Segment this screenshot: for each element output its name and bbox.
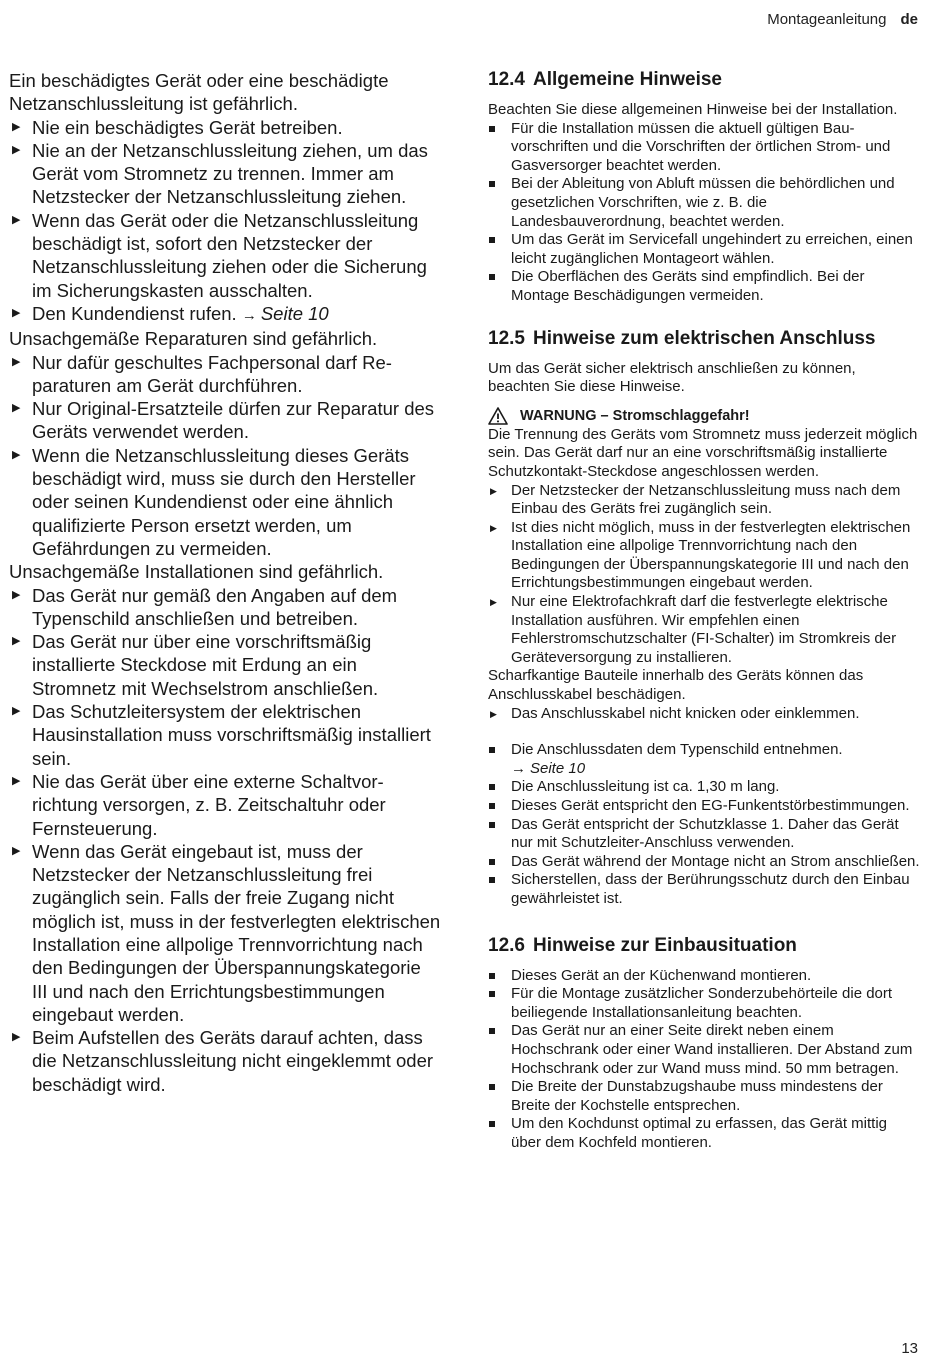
list-repairs	[9, 351, 441, 561]
arrow-bullet-icon: ▶	[12, 120, 21, 133]
paragraph-damaged-device: Ein beschädigtes Gerät oder eine beschädigte Netzanschlussleitung ist gefährlich.	[9, 70, 389, 115]
list-item: Um den Kochdunst optimal zu erfassen, das Gerät mittig über dem Kochfeld montieren.	[488, 1115, 920, 1152]
arrow-bullet-icon: ▶	[12, 705, 21, 718]
list-item: ▶ Nie das Gerät über eine externe Schaltvorrichtung versorgen, z. B. Zeitschaltuhr oder Fernsteuerung.	[12, 770, 386, 839]
language-code: de	[900, 11, 918, 28]
list-item: Das Gerät während der Montage nicht an Strom anschließen.	[488, 853, 920, 872]
square-bullet-icon	[489, 803, 495, 809]
list-installation-situation	[488, 967, 920, 1153]
list-item: Das Gerät entspricht der Schutzklasse 1. Daher das Gerät nur mit Schutzleiter-Anschluss verwenden.	[488, 816, 920, 853]
paragraph-installations: Unsachgemäße Installationen sind gefährlich.	[9, 561, 384, 583]
arrow-bullet-icon: ▶	[12, 1031, 21, 1044]
list-item: ▶ Wenn die Netzanschlussleitung dieses Geräts beschädigt wird, muss sie durch den Hersteller oder seinen Kundendienst oder eine ähnlich qualifizierte Person ersetzt werden, um Gefährdungen zu vermeiden.	[12, 444, 416, 559]
arrow-bullet-icon: ▶	[12, 213, 21, 226]
list-item: Um das Gerät im Servicefall ungehindert zu erreichen, einen leicht zugänglichen Montageort wählen.	[488, 231, 920, 268]
section-12-6	[488, 934, 920, 1153]
list-item: Bei der Ableitung von Abluft müssen die behördlichen und gesetzlichen Vorschriften, wie z. B. die Landesbauverordnung, beachtet werden.	[488, 175, 920, 231]
list-item: Für die Montage zusätzlicher Sonderzubehörteile die dort beiliegende Installationsanleitung beachten.	[488, 985, 920, 1022]
square-bullet-icon	[489, 822, 495, 828]
arrow-bullet-icon: ▶	[12, 774, 21, 787]
arrow-bullet-icon: ▶	[490, 708, 497, 719]
list-installations	[9, 584, 441, 1097]
section-heading: 12.6 Hinweise zur Einbausituation	[488, 934, 797, 956]
list-connection-notes	[488, 741, 920, 908]
list-item: Die Anschlussleitung ist ca. 1,30 m lang.	[488, 778, 920, 797]
arrow-bullet-icon: ▶	[12, 306, 21, 319]
section-intro: Um das Gerät sicher elektrisch anschließen zu können, beachten Sie diese Hinweise.	[488, 359, 856, 396]
arrow-bullet-icon: ▶	[12, 588, 21, 601]
square-bullet-icon	[489, 237, 495, 243]
section-heading: 12.4 Allgemeine Hinweise	[488, 69, 722, 90]
list-item: ▶ Das Gerät nur gemäß den Angaben auf dem Typenschild anschließen und betreiben.	[12, 584, 398, 629]
square-bullet-icon	[489, 859, 495, 865]
section-12-5	[488, 327, 920, 909]
right-column	[488, 68, 920, 1153]
list-item: Die Oberflächen des Geräts sind empfindlich. Bei der Montage Beschädigungen vermeiden.	[488, 268, 920, 305]
list-item: Für die Installation müssen die aktuell gültigen Bauvorschriften und die Vorschriften der örtlichen Strom- und Gasversorger beachtet werden.	[488, 120, 920, 176]
square-bullet-icon	[489, 784, 495, 790]
list-item: ▶ Das Anschlusskabel nicht knicken oder einklemmen.	[490, 704, 860, 722]
arrow-bullet-icon: ▶	[12, 402, 21, 415]
arrow-bullet-icon: ▶	[12, 448, 21, 461]
list-item: ▶ Ist dies nicht möglich, muss in der festverlegten elektrischen Installation eine allpolige Trennvorrichtung nach den Bedingungen der Überspannungskategorie III und nach den Errichtungsbestimmungen eingebaut werden.	[490, 518, 911, 592]
square-bullet-icon	[489, 1121, 495, 1127]
reference-arrow-icon: →	[241, 306, 257, 324]
list-item: ▶ Nur Original-Ersatzteile dürfen zur Reparatur des Geräts verwendet werden.	[12, 398, 435, 443]
list-damaged-device	[9, 116, 441, 328]
arrow-bullet-icon: ▶	[12, 635, 21, 648]
list-item: ▶ Beim Aufstellen des Geräts darauf achten, dass die Netzanschlussleitung nicht eingeklemmt oder beschädigt wird.	[12, 1027, 434, 1095]
square-bullet-icon	[489, 973, 495, 979]
section-heading: 12.5 Hinweise zum elektrischen Anschluss	[488, 327, 876, 349]
square-bullet-icon	[489, 274, 495, 280]
list-item: Die Anschlussdaten dem Typenschild entnehmen. → Seite 10	[488, 741, 920, 778]
arrow-bullet-icon: ▶	[12, 143, 21, 156]
arrow-bullet-icon: ▶	[490, 522, 497, 533]
paragraph-repairs: Unsachgemäße Reparaturen sind gefährlich.	[9, 328, 378, 350]
warning-label: WARNUNG – Stromschlaggefahr!	[488, 406, 920, 426]
square-bullet-icon	[489, 126, 495, 132]
list-item: ▶ Wenn das Gerät oder die Netzanschlussleitung beschädigt ist, sofort den Netzstecker der Netzanschlussleitung ziehen oder die Sicherung im Sicherungskasten ausschalten.	[12, 209, 427, 301]
list-item: ▶ Wenn das Gerät eingebaut ist, muss der Netzstecker der Netzanschlussleitung frei zugänglich sein. Falls der freie Zugang nicht möglich ist, muss in der festverlegten elektrischen Installation eine allpolige Trennvorrichtung nach den Bedingungen der Überspannungskategorie III und nach den Errichtungsbestimmungen eingebaut werden.	[12, 840, 441, 1025]
warning-text: Die Trennung des Geräts vom Stromnetz muss jederzeit möglich sein. Das Gerät darf nur an eine vorschriftsmäßig installierte Schutzkontakt-Steckdose angeschlossen werden.	[488, 425, 918, 480]
section-intro: Beachten Sie diese allgemeinen Hinweise bei der Installation.	[488, 101, 898, 118]
left-column	[9, 69, 441, 1096]
square-bullet-icon	[489, 877, 495, 883]
square-bullet-icon	[489, 747, 495, 753]
square-bullet-icon	[489, 1028, 495, 1034]
list-item: ▶ Nur dafür geschultes Fachpersonal darf Reparaturen am Gerät durchführen.	[12, 351, 392, 396]
square-bullet-icon	[489, 181, 495, 187]
arrow-bullet-icon: ▶	[12, 844, 21, 857]
arrow-bullet-icon: ▶	[12, 355, 21, 368]
list-item: Das Gerät nur an einer Seite direkt neben einem Hochschrank oder einer Wand installieren. Der Abstand zum Hochschrank oder zur Wand muss mind. 50 mm betragen.	[488, 1022, 920, 1078]
sharp-edges-text: Scharfkantige Bauteile innerhalb des Geräts können das Anschlusskabel beschädigen.	[488, 667, 864, 704]
list-item: Dieses Gerät an der Küchenwand montieren.	[488, 967, 920, 986]
warning-triangle-icon	[488, 407, 508, 425]
see-also-link[interactable]: → Seite 10	[241, 302, 329, 324]
list-item: ▶ Nur eine Elektrofachkraft darf die festverlegte elektrische Installation ausführen. Wir empfehlen einen Fehlerstromschutzschalter (FI-Schalter) im Stromkreis der Geräteversorgung zu installieren.	[490, 593, 897, 666]
list-item: Die Breite der Dunstabzugshaube muss mindestens der Breite der Kochstelle entsprechen.	[488, 1078, 920, 1115]
list-warning-steps	[488, 482, 920, 668]
arrow-bullet-icon: ▶	[490, 485, 497, 496]
see-also-link[interactable]: → Seite 10	[511, 759, 586, 777]
list-item: ▶ Das Gerät nur über eine vorschriftsmäßig installierte Steckdose mit Erdung an ein Stromnetz mit Wechselstrom anschließen.	[12, 631, 379, 699]
section-12-4	[488, 68, 920, 306]
page-number: 13	[901, 1340, 918, 1357]
list-item: ▶ Nie an der Netzanschlussleitung ziehen, um das Gerät vom Stromnetz zu trennen. Immer am Netzstecker der Netzanschlussleitung ziehen.	[12, 139, 428, 208]
list-item: ▶ Der Netzstecker der Netzanschlussleitung muss nach dem Einbau des Geräts frei zugänglich sein.	[490, 481, 901, 518]
list-sharp-edges	[488, 705, 920, 724]
header-title: Montageanleitung	[767, 11, 887, 28]
list-general-notes	[488, 120, 920, 306]
list-item: Dieses Gerät entspricht den EG-Funkentstörbestimmungen.	[488, 797, 920, 816]
page-header	[767, 11, 918, 28]
list-item: ▶ Den Kundendienst rufen. → Seite 10	[12, 302, 329, 324]
list-item: ▶ Das Schutzleitersystem der elektrischen Hausinstallation muss vorschriftsmäßig installiert sein.	[12, 701, 431, 769]
square-bullet-icon	[489, 1084, 495, 1090]
list-item: ▶ Nie ein beschädigtes Gerät betreiben.	[12, 116, 343, 138]
arrow-bullet-icon: ▶	[490, 597, 497, 608]
square-bullet-icon	[489, 991, 495, 997]
reference-arrow-icon: →	[511, 759, 526, 777]
list-item: Sicherstellen, dass der Berührungsschutz durch den Einbau gewährleistet ist.	[488, 871, 920, 908]
